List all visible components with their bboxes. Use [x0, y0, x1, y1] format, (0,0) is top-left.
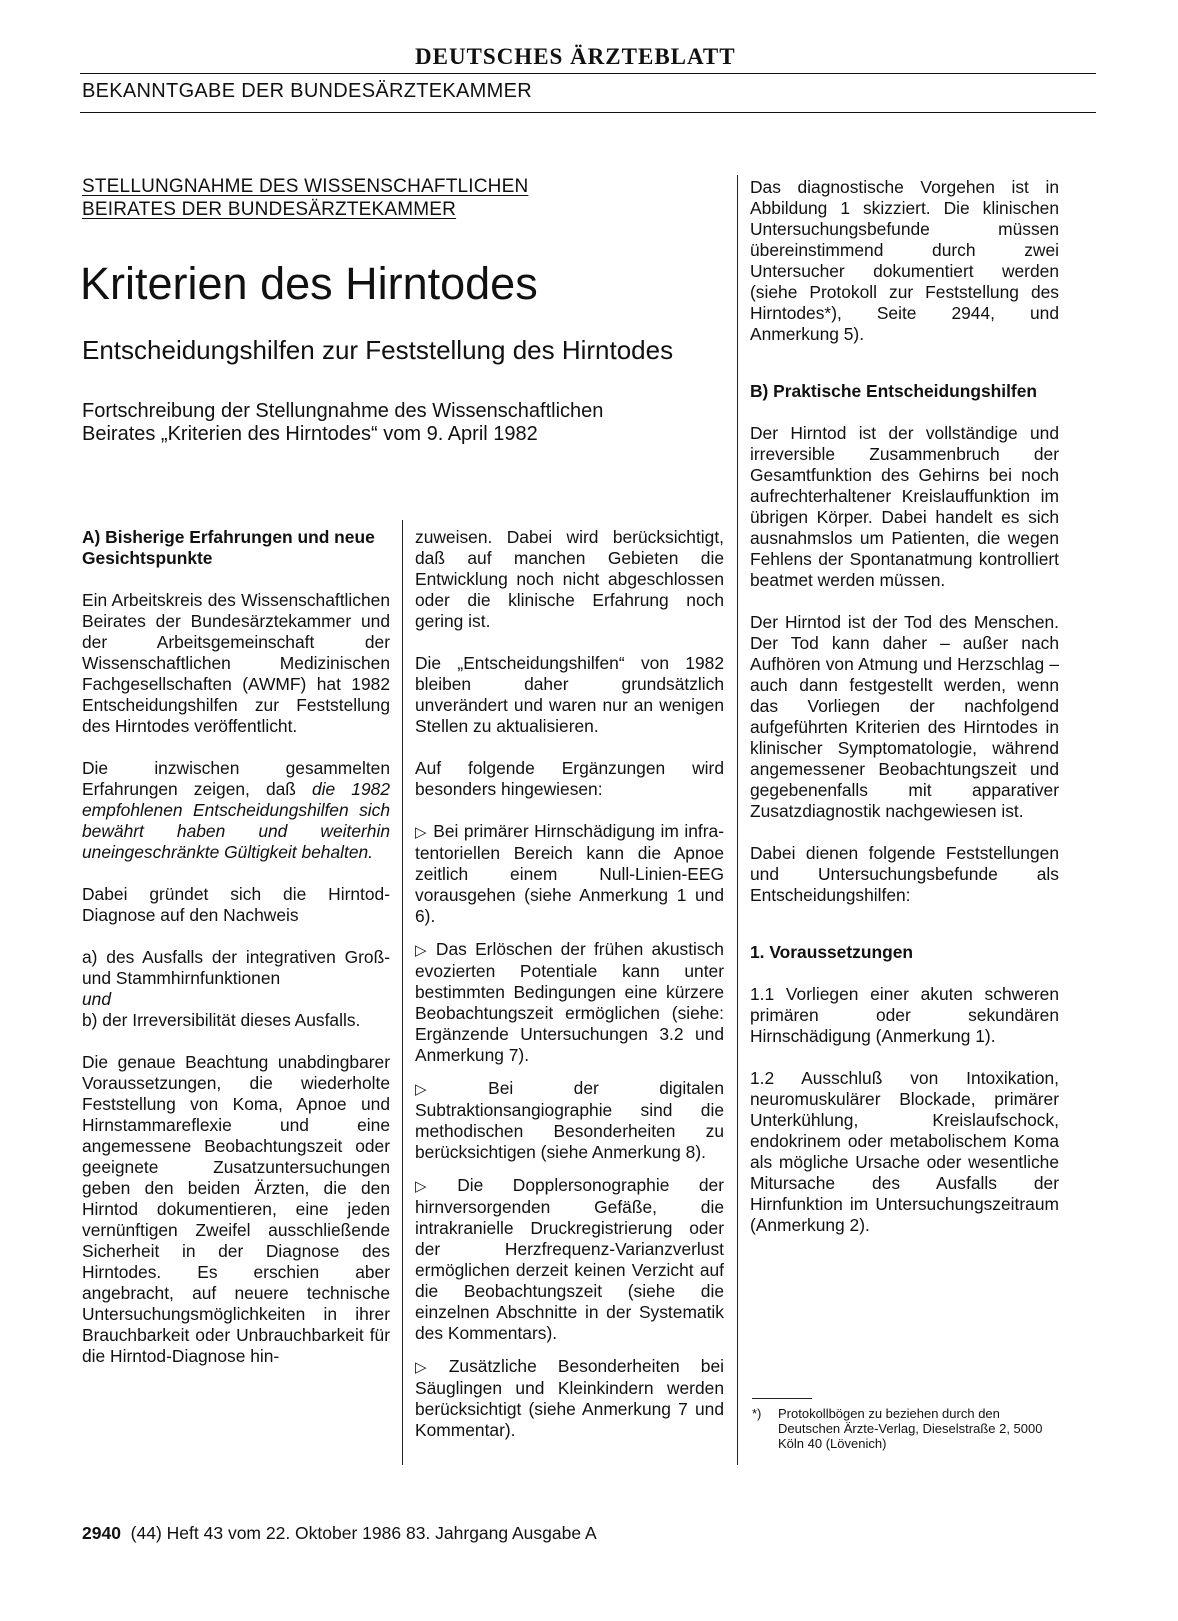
col1-paragraph-1: Ein Arbeitskreis des Wissenschaftlichen Beirates der Bundesärztekammer und der Arbeitsgemeinschaft der Wissenschaftlichen Medizinischen Fachgesellschaften (AWMF) hat 1982 Entscheidungshilfen zur Feststellung des Hirntodes veröffentlicht. — [82, 590, 390, 736]
criterion-a: a) des Ausfalls der integrativen Groß- und Stammhirnfunktionen — [82, 947, 390, 988]
footnote-rule — [752, 1398, 812, 1399]
criterion-b: b) der Irreversibilität dieses Ausfalls. — [82, 1010, 361, 1030]
section-label: BEKANNTGABE DER BUNDESÄRZTEKAMMER — [82, 80, 532, 102]
triangle-bullet-icon: ▷ — [415, 1178, 452, 1195]
col3-paragraph-3: Der Hirntod ist der Tod des Menschen. Der Tod kann daher – außer nach Aufhören von Atmung und Herzschlag – auch dann festgestellt werden, wenn das Vorliegen der nachfolgend aufgeführten Kriterien des Hirntodes in klinischer Symptomatologie, während angemessener Beobachtungszeit und gegebenenfalls mit apparativer Zusatzdiagnostik nachgewiesen ist. — [750, 612, 1059, 821]
bullet-text: Zusätzliche Besonderheiten bei Säuglingen und Kleinkindern werden berücksichtigt (siehe Anmerkung 7 und Kommentar). — [415, 1356, 724, 1440]
triangle-bullet-icon: ▷ — [415, 1359, 443, 1376]
column-3 — [750, 177, 1059, 1236]
footnote-mark: *) — [752, 1406, 762, 1421]
footnote — [752, 1406, 1060, 1451]
bullet-text: Bei der digitalen Subtraktionsangiographie sind die methodischen Besonderheiten zu berücksichtigen (siehe Anmerkung 8). — [415, 1078, 724, 1162]
column-1 — [82, 527, 390, 1367]
header-rule — [80, 112, 1096, 113]
col2-bullet-1 — [415, 821, 724, 927]
issue-info: (44) Heft 43 vom 22. Oktober 1986 83. Jahrgang Ausgabe A — [130, 1523, 597, 1543]
col1-paragraph-3: Dabei gründet sich die Hirntod-Diagnose auf den Nachweis — [82, 884, 390, 925]
triangle-bullet-icon: ▷ — [415, 1081, 483, 1098]
section-b-heading: B) Praktische Entscheidungshilfen — [750, 381, 1038, 401]
triangle-bullet-icon: ▷ — [415, 824, 428, 841]
bullet-text: Die Dopplersonographie der hirnversorgenden Gefäße, die intrakranielle Druckregistrierung oder der Herzfrequenz-Varianzverlust ermöglichen derzeit keinen Verzicht auf die Beobachtungszeit (siehe die einzelnen Abschnitte in der Systematik des Kommentars). — [415, 1175, 724, 1343]
page-number: 2940 — [82, 1523, 121, 1543]
col2-bullet-5 — [415, 1356, 724, 1441]
masthead — [0, 40, 1178, 78]
column-divider-2 — [737, 175, 738, 1465]
article-lead: Fortschreibung der Stellungnahme des Wissenschaftlichen Beirates „Kriterien des Hirntodes“ vom 9. April 1982 — [82, 400, 604, 445]
col1-p2-italic: die 1982 empfohlenen Entscheidungshilfen sich bewährt haben und weiterhin uneingeschränkte Gültigkeit behalten. — [82, 779, 390, 862]
journal-title: DEUTSCHES ÄRZTEBLATT — [415, 44, 736, 69]
col1-paragraph-2 — [82, 758, 390, 863]
col1-p2-text: Die inzwischen gesammelten Erfahrungen zeigen, daß — [82, 758, 390, 799]
article-subtitle: Entscheidungshilfen zur Feststellung des Hirntodes — [82, 335, 674, 365]
col3-paragraph-4: Dabei dienen folgende Feststellungen und Untersuchungsbefunde als Entscheidungshilfen: — [750, 843, 1059, 905]
section-a-heading: A) Bisherige Erfahrungen und neue Gesichtspunkte — [82, 527, 375, 568]
col3-paragraph-6: 1.2 Ausschluß von Intoxikation, neuromuskulärer Blockade, primärer Unterkühlung, Kreislaufschock, endokrinem oder metabolischem Koma als mögliche Ursache oder wesentliche Mitursache des Ausfalls der Hirnfunktion im Untersuchungszeitraum (Anmerkung 2). — [750, 1068, 1059, 1235]
col1-paragraph-5: Die genaue Beachtung unabdingbarer Voraussetzungen, die wiederholte Feststellung von Koma, Apnoe und Hirnstammareflexie und eine angemessene Beobachtungszeit oder geeignete Zusatzuntersuchungen geben den beiden Ärzten, die den Hirntod dokumentieren, eine jeden vernünftigen Zweifel ausschließende Sicherheit in der Diagnose des Hirntodes. Es erschien aber angebracht, auf neuere technische Untersuchungsmöglichkeiten in ihrer Brauchbarkeit oder Unbrauchbarkeit für die Hirntod-Diagnose hin- — [82, 1052, 390, 1366]
col2-paragraph-1: zuweisen. Dabei wird berücksichtigt, daß auf manchen Gebieten die Entwicklung noch nicht abgeschlossen oder die klinische Erfahrung noch gering ist. — [415, 527, 724, 631]
col1-paragraph-4 — [82, 947, 390, 1031]
col2-bullet-2 — [415, 939, 724, 1066]
kicker-line-2: BEIRATES DER BUNDESÄRZTEKAMMER — [82, 199, 457, 220]
col2-bullet-4 — [415, 1175, 724, 1344]
column-2 — [415, 527, 724, 1441]
col2-bullet-3 — [415, 1078, 724, 1163]
section-1-heading: 1. Voraussetzungen — [750, 942, 913, 962]
article-title: Kriterien des Hirntodes — [80, 258, 538, 309]
kicker-line-1: STELLUNGNAHME DES WISSENSCHAFTLICHEN — [82, 176, 529, 197]
bullet-text: Bei primärer Hirnschädigung im infra-tentoriellen Bereich kann die Apnoe zeitlich einem Null-Linien-EEG vorausgehen (siehe Anmerkung 1 und 6). — [415, 821, 724, 926]
col3-paragraph-2: Der Hirntod ist der vollständige und irreversible Zusammenbruch der Gesamtfunktion des Gehirns bei noch aufrechterhaltener Kreislauffunktion im übrigen Körper. Dabei handelt es sich ausnahmslos um Patienten, die wegen Fehlens der Spontanatmung kontrolliert beatmet werden müssen. — [750, 423, 1059, 590]
triangle-bullet-icon: ▷ — [415, 942, 430, 959]
criterion-und: und — [82, 989, 112, 1009]
article-kicker — [82, 175, 528, 221]
page-footer — [82, 1523, 597, 1544]
bullet-text: Das Erlöschen der frühen akustisch evozierten Potentiale kann unter bestimmten Bedingungen eine kürzere Beobachtungszeit ermöglichen (siehe: Ergänzende Untersuchungen 3.2 und Anmerkung 7). — [415, 939, 724, 1065]
column-divider-1 — [402, 520, 403, 1465]
col2-paragraph-3: Auf folgende Ergänzungen wird besonders hingewiesen: — [415, 758, 724, 799]
col3-paragraph-5: 1.1 Vorliegen einer akuten schweren primären oder sekundären Hirnschädigung (Anmerkung 1). — [750, 984, 1059, 1046]
col2-paragraph-2: Die „Entscheidungshilfen“ von 1982 bleiben daher grundsätzlich unverändert und waren nur an wenigen Stellen zu aktualisieren. — [415, 653, 724, 736]
footnote-text: Protokollbögen zu beziehen durch den Deutschen Ärzte-Verlag, Dieselstraße 2, 5000 Köln 40 (Lövenich) — [778, 1406, 1043, 1451]
col3-paragraph-1: Das diagnostische Vorgehen ist in Abbildung 1 skizziert. Die klinischen Untersuchungsbefunde müssen übereinstimmend durch zwei Untersucher dokumentiert werden (siehe Protokoll zur Feststellung des Hirntodes*), Seite 2944, und Anmerkung 5). — [750, 177, 1059, 344]
masthead-rule — [80, 73, 1096, 74]
